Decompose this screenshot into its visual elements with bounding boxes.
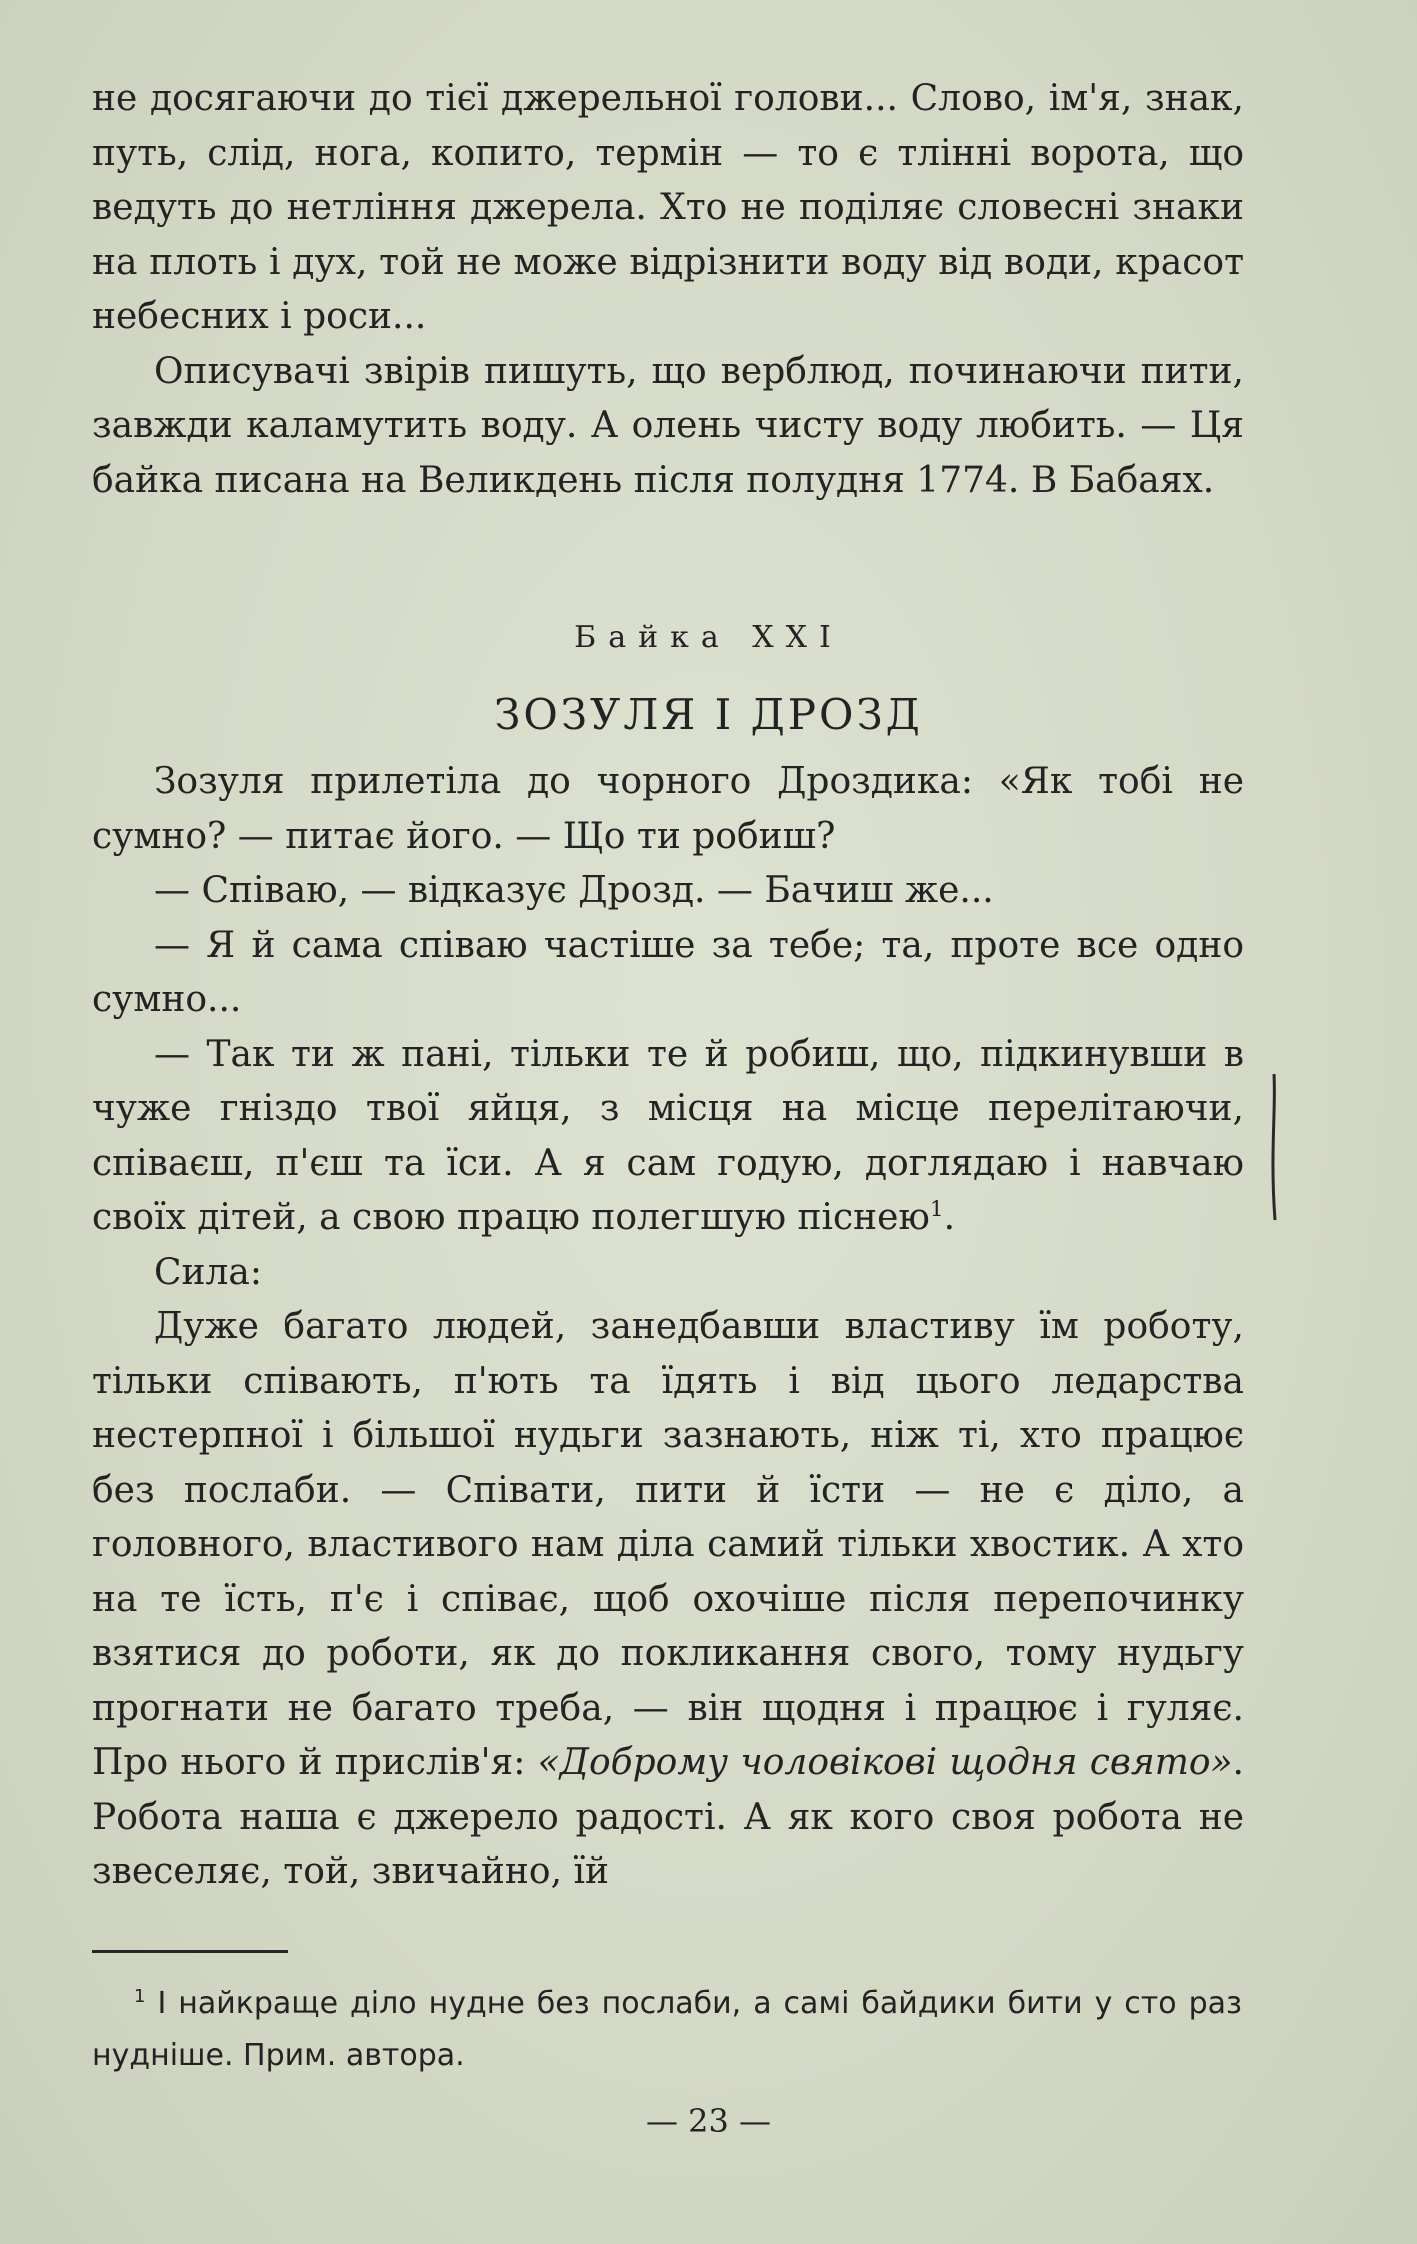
footnote-reference[interactable]: 1 [929,1197,944,1222]
footnote-divider [92,1950,288,1953]
moral-label: Сила: [154,1251,262,1293]
moral-proverb: «Доброму чоловікові щодня свято» [537,1742,1233,1783]
footnote-number: 1 [134,1986,146,2007]
fable-paragraph: — Я й сама співаю частіше за тебе; та, проте все одно сумно... [92,924,1244,1020]
footnote-text: І найкраще діло нудне без послаби, а самі байдики бити у сто раз нудніше. Прим. автора. [92,1986,1242,2073]
fable-paragraph: Зозуля прилетіла до чорного Дроздика: «Як тобі не сумно? — питає його. — Що ти робиш? [92,761,1244,857]
moral-text: Дуже багато людей, занедбавши властиву їм роботу, тільки співають, п'ють та їдять і від цього ледарства нестерпної і більшої нудьги зазнають, ніж ті, хто працює без послаби. — Співати, пити й їсти — не є діло, а головного, властивого нам діла самий тільки хвостик. А хто на те їсть, п'є і співає, щоб охочіше після перепочинку взятися до роботи, як до покликання свого, тому нудьгу прогнати не багато треба, — він щодня і працює і гуляє. Про нього й прислів'я: [92,1306,1244,1783]
fable-number-heading: Байка XXI [574,620,843,655]
margin-pencil-mark [1266,1072,1286,1222]
top-text-block [92,72,1244,508]
page-number: — 23 — [645,2102,772,2140]
top-paragraph-2: Описувачі звірів пишуть, що верблюд, починаючи пити, завжди каламутить воду. А олень чисту воду любить. — Ця байка писана на Великдень після полудня 1774. В Бабаях. [92,350,1244,501]
footnote [92,1978,1242,2082]
fable-paragraph-text: — Так ти ж пані, тільки те й робиш, що, підкинувши в чуже гніздо твої яйця, з місця на місце перелітаючи, співаєш, п'єш та їси. А я сам годую, доглядаю і навчаю своїх дітей, а свою працю полегшую піснею [92,1033,1244,1238]
fable-text-block [92,755,1244,1900]
top-paragraph-1: не досягаючи до тієї джерельної голови... Слово, ім'я, знак, путь, слід, нога, копито, термін — то є тлінні ворота, що ведуть до нетління джерела. Хто не поділяє словесні знаки на плоть і дух, той не може відрізнити воду від води, красот небесних і роси... [92,78,1244,337]
fable-paragraph: — Співаю, — відказує Дрозд. — Бачиш же... [154,870,994,911]
fable-paragraph-last: — Так ти ж пані, тільки те й робиш, що, підкинувши в чуже гніздо твої яйця, з місця на місце перелітаючи, співаєш, п'єш та їси. А я сам годую, доглядаю і навчаю своїх дітей, а свою працю полегшую піснею$^1$. [92,1033,1244,1238]
fable-title: ЗОЗУЛЯ І ДРОЗД [494,690,923,739]
moral-text-continued: . Робота наша є джерело радості. А як кого своя робота не звеселяє, той, звичайно, їй [92,1742,1244,1892]
moral-paragraph [92,1300,1244,1900]
